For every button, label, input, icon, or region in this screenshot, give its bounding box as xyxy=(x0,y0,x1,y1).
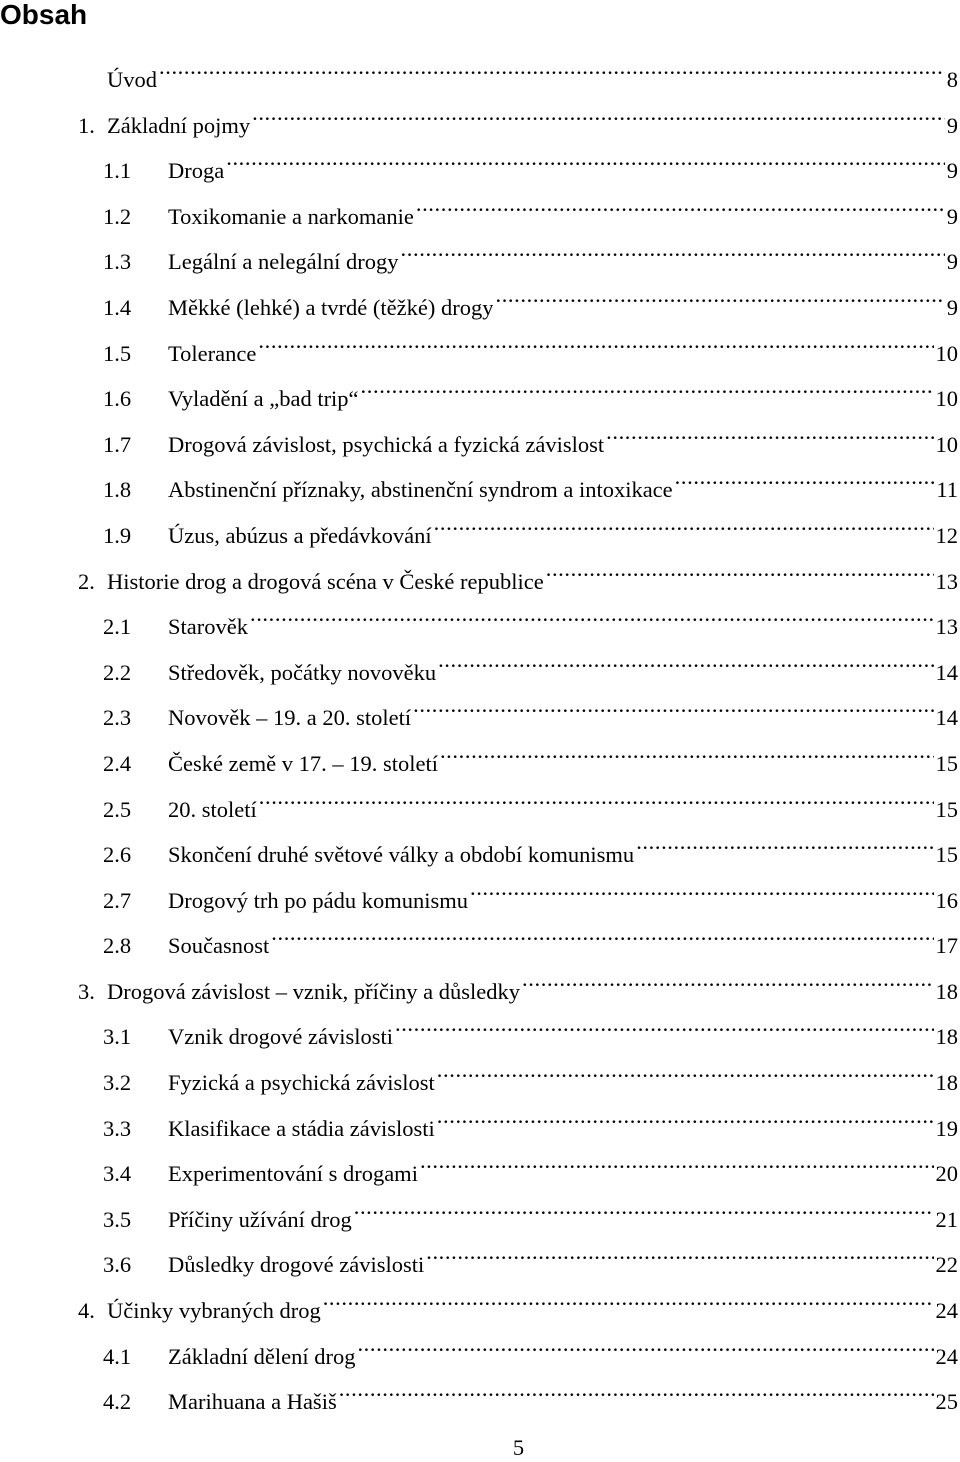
dot-leader xyxy=(432,517,934,543)
toc-entry-page: 10 xyxy=(935,340,958,366)
toc-entry-title: Klasifikace a stádia závislosti xyxy=(168,1115,435,1141)
toc-entry-page: 8 xyxy=(946,67,958,92)
dot-leader xyxy=(634,836,933,862)
toc-entry-title: Vyladění a „bad trip“ xyxy=(168,386,359,412)
toc-entry-number: 1. xyxy=(78,112,95,138)
toc-entry-page: 20 xyxy=(935,1161,958,1187)
toc-entry-page: 9 xyxy=(946,112,958,138)
toc-entry-number: 2.3 xyxy=(103,705,132,731)
dot-leader xyxy=(424,1246,933,1272)
dot-leader xyxy=(418,1155,934,1181)
toc-entry-title: Měkké (lehké) a tvrdé (těžké) drogy xyxy=(168,294,494,320)
toc-entry-title: Vznik drogové závislosti xyxy=(168,1024,393,1050)
toc-entry-page: 13 xyxy=(935,568,958,594)
toc-entry[interactable] xyxy=(78,881,958,927)
toc-entry[interactable] xyxy=(78,1291,958,1337)
toc-entry-page: 14 xyxy=(935,659,958,685)
toc-entry-title: Novověk – 19. a 20. století xyxy=(168,705,412,731)
toc-entry-number: 1.4 xyxy=(103,294,132,320)
dot-leader xyxy=(411,699,933,725)
toc-entry-page: 16 xyxy=(935,887,958,913)
toc-entry[interactable] xyxy=(78,1382,958,1428)
toc-entry-number: 3.3 xyxy=(103,1115,132,1141)
toc-entry-number: 2.6 xyxy=(103,842,132,868)
dot-leader xyxy=(359,380,934,406)
toc-entry[interactable] xyxy=(78,151,958,197)
toc-entry-title: Legální a nelegální drogy xyxy=(168,249,399,275)
toc-entry[interactable] xyxy=(78,1200,958,1246)
toc-entry-page: 9 xyxy=(946,158,958,184)
toc-entry-title: Základní dělení drog xyxy=(168,1343,356,1369)
toc-entry-title: Úzus, abúzus a předávkování xyxy=(168,522,432,548)
toc-entry-title: Drogová závislost, psychická a fyzická závislost xyxy=(168,431,605,457)
toc-entry[interactable] xyxy=(78,835,958,881)
toc-entry-page: 10 xyxy=(935,386,958,412)
toc-entry-title: Abstinenční příznaky, abstinenční syndrom a intoxikace xyxy=(168,477,673,503)
toc-entry[interactable] xyxy=(78,790,958,836)
toc-entry[interactable] xyxy=(78,1063,958,1109)
toc-entry[interactable] xyxy=(78,334,958,380)
toc-entry[interactable] xyxy=(78,1109,958,1155)
toc-entry-title: Základní pojmy xyxy=(107,112,251,138)
toc-entry[interactable] xyxy=(78,607,958,653)
toc-entry-number: 2.7 xyxy=(103,887,132,913)
toc-entry-title: Fyzická a psychická závislost xyxy=(168,1070,435,1096)
toc-entry-page: 10 xyxy=(935,431,958,457)
toc-entry-page: 18 xyxy=(935,1070,958,1096)
toc-entry-number: 1.5 xyxy=(103,340,132,366)
page-number: 5 xyxy=(512,1435,525,1460)
toc-entry-title: Skončení druhé světové války a období komunismu xyxy=(168,842,635,868)
toc-entry-page: 18 xyxy=(935,1024,958,1050)
toc-entry-page: 15 xyxy=(935,750,958,776)
dot-leader xyxy=(493,289,944,315)
toc-entry-title: Marihuana a Hašiš xyxy=(168,1389,337,1415)
toc-entry[interactable] xyxy=(78,242,958,288)
toc-entry-number: 1.2 xyxy=(103,203,132,229)
toc-entry[interactable] xyxy=(78,1245,958,1291)
toc-entry-page: 9 xyxy=(946,249,958,275)
dot-leader xyxy=(435,1064,934,1090)
toc-entry-number: 1.3 xyxy=(103,249,132,275)
dot-leader xyxy=(604,426,933,452)
toc-entry-number: 1.9 xyxy=(103,522,132,548)
toc-entry[interactable] xyxy=(78,516,958,562)
toc-entry[interactable] xyxy=(78,1337,958,1383)
toc-entry-number: 3.2 xyxy=(103,1070,132,1096)
dot-leader xyxy=(157,61,945,87)
toc-entry-page: 21 xyxy=(935,1206,958,1232)
toc-entry-number: 3.5 xyxy=(103,1206,132,1232)
dot-leader xyxy=(673,471,935,497)
toc-entry-number: 2.5 xyxy=(103,796,132,822)
toc-entry-title: Středověk, počátky novověku xyxy=(168,659,437,685)
toc-entry[interactable] xyxy=(78,1154,958,1200)
toc-entry[interactable] xyxy=(78,470,958,516)
toc-entry-page: 11 xyxy=(936,477,958,503)
toc-entry-number: 2. xyxy=(78,568,95,594)
dot-leader xyxy=(468,882,934,908)
dot-leader xyxy=(435,1110,934,1136)
toc-entry-page: 19 xyxy=(935,1115,958,1141)
dot-leader xyxy=(257,791,934,817)
table-of-contents xyxy=(78,60,958,1428)
dot-leader xyxy=(352,1201,934,1227)
toc-entry-number: 2.2 xyxy=(103,659,132,685)
toc-entry-page: 14 xyxy=(935,705,958,731)
toc-entry-number: 3. xyxy=(78,978,95,1004)
toc-entry-page: 9 xyxy=(946,203,958,229)
dot-leader xyxy=(248,608,934,634)
toc-entry-page: 17 xyxy=(935,933,958,959)
toc-entry-page: 24 xyxy=(935,1343,958,1369)
toc-entry[interactable] xyxy=(78,197,958,243)
dot-leader xyxy=(393,1018,934,1044)
toc-entry-page: 15 xyxy=(935,796,958,822)
toc-entry-title: Historie drog a drogová scéna v České republice xyxy=(107,568,544,594)
toc-entry-number: 2.1 xyxy=(103,614,132,640)
toc-entry-title: Starověk xyxy=(168,614,248,640)
toc-entry-page: 12 xyxy=(935,522,958,548)
toc-entry[interactable] xyxy=(78,1017,958,1063)
toc-entry-page: 18 xyxy=(935,978,958,1004)
dot-leader xyxy=(337,1383,934,1409)
dot-leader xyxy=(520,973,933,999)
toc-entry[interactable] xyxy=(78,972,958,1018)
toc-entry-number: 4.2 xyxy=(103,1389,132,1415)
toc-entry[interactable] xyxy=(78,653,958,699)
toc-entry-page: 13 xyxy=(935,614,958,640)
toc-entry-number: 1.1 xyxy=(103,158,132,184)
toc-entry[interactable] xyxy=(78,288,958,334)
toc-entry-number: 3.4 xyxy=(103,1161,132,1187)
toc-entry-title: Tolerance xyxy=(168,340,257,366)
toc-entry[interactable] xyxy=(78,106,958,152)
toc-entry[interactable] xyxy=(78,926,958,972)
dot-leader xyxy=(544,563,934,589)
toc-entry-number: 1.8 xyxy=(103,477,132,503)
toc-entry[interactable] xyxy=(78,562,958,608)
toc-entry-number: 2.4 xyxy=(103,750,132,776)
dot-leader xyxy=(399,243,945,269)
toc-entry-title: Účinky vybraných drog xyxy=(107,1298,321,1324)
toc-entry[interactable] xyxy=(78,379,958,425)
toc-entry-title: Úvod xyxy=(107,67,157,92)
toc-entry-page: 24 xyxy=(935,1298,958,1324)
page-title: Obsah xyxy=(0,0,88,30)
toc-entry-number: 3.6 xyxy=(103,1252,132,1278)
toc-entry-page: 22 xyxy=(935,1252,958,1278)
toc-entry-title: Drogový trh po pádu komunismu xyxy=(168,887,468,913)
dot-leader xyxy=(438,745,934,771)
toc-entry-title: Současnost xyxy=(168,933,270,959)
toc-entry[interactable] xyxy=(78,698,958,744)
dot-leader xyxy=(414,198,945,224)
toc-entry-number: 4. xyxy=(78,1298,95,1324)
toc-entry-number: 2.8 xyxy=(103,933,132,959)
toc-entry[interactable] xyxy=(78,744,958,790)
toc-entry-title: České země v 17. – 19. století xyxy=(168,750,438,776)
dot-leader xyxy=(321,1292,934,1318)
dot-leader xyxy=(436,654,933,680)
toc-entry-page: 25 xyxy=(935,1389,958,1415)
toc-entry-title: 20. století xyxy=(168,796,257,822)
toc-entry-title: Důsledky drogové závislosti xyxy=(168,1252,425,1278)
toc-entry-number: 1.6 xyxy=(103,386,132,412)
toc-entry-title: Toxikomanie a narkomanie xyxy=(168,203,414,229)
toc-entry-page: 9 xyxy=(946,294,958,320)
toc-entry-title: Drogová závislost – vznik, příčiny a důsledky xyxy=(107,978,521,1004)
dot-leader xyxy=(250,107,945,133)
toc-entry-page: 15 xyxy=(935,842,958,868)
toc-entry-number: 3.1 xyxy=(103,1024,132,1050)
toc-entry-title: Experimentování s drogami xyxy=(168,1161,418,1187)
toc-entry-number: 1.7 xyxy=(103,431,132,457)
dot-leader xyxy=(256,335,933,361)
toc-entry-title: Droga xyxy=(168,158,225,184)
dot-leader xyxy=(355,1338,933,1364)
toc-entry-number: 4.1 xyxy=(103,1343,132,1369)
toc-entry[interactable] xyxy=(78,60,958,106)
toc-entry[interactable] xyxy=(78,425,958,471)
toc-entry-title: Příčiny užívání drog xyxy=(168,1206,352,1232)
dot-leader xyxy=(224,152,945,178)
dot-leader xyxy=(269,927,933,953)
